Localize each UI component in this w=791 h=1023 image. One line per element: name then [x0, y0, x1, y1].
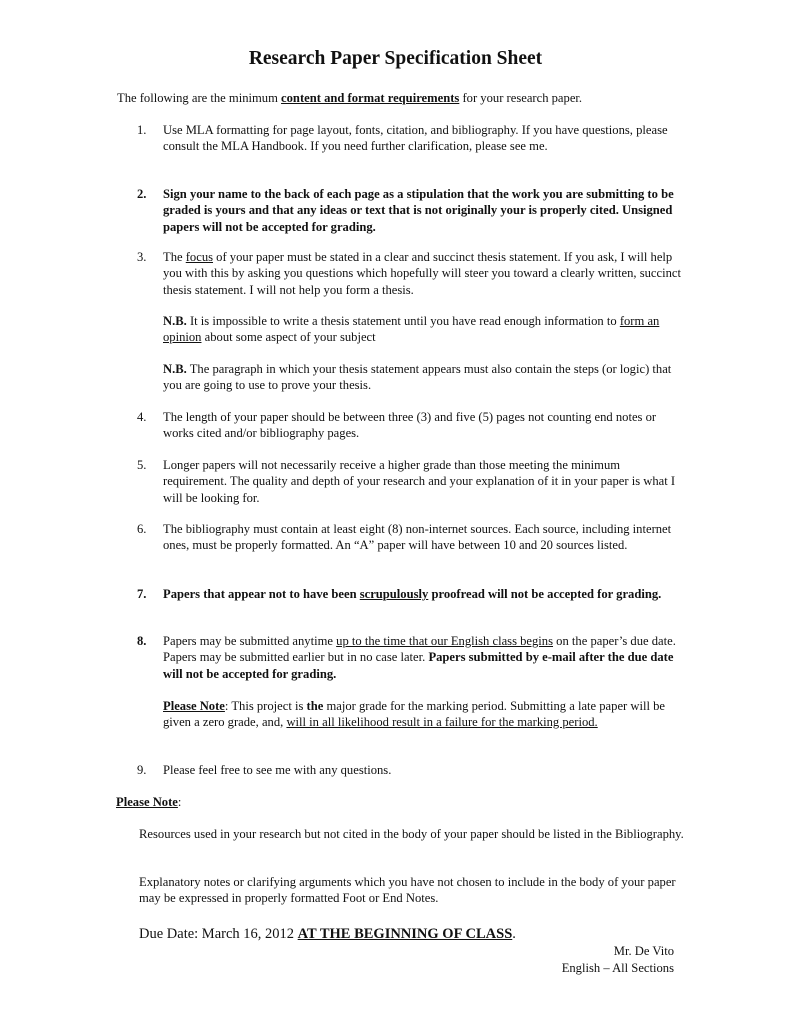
intro-after: for your research paper. — [459, 91, 583, 105]
item-4-number: 4. — [137, 410, 147, 424]
item-9-number: 9. — [137, 763, 147, 777]
item-7-post: proofread will not be accepted for grading. — [428, 587, 662, 601]
item-8-number: 8. — [137, 634, 147, 648]
intro-before: The following are the minimum — [117, 91, 282, 105]
item-8-pn-the: the — [306, 699, 324, 713]
course-name: English – All Sections — [561, 961, 674, 975]
item-5-number: 5. — [137, 458, 147, 472]
nb-1-post: about some aspect of your subject — [201, 330, 376, 345]
please-note-label: Please Note — [116, 795, 178, 809]
item-7-scrupulously: scrupulously — [359, 587, 429, 601]
item-3-text — [163, 249, 683, 298]
due-date-label: Due Date: March 16, 2012 — [139, 926, 298, 942]
due-date-line — [139, 925, 516, 943]
item-2-text: Sign your name to the back of each page as a stipulation that the work you are submitting to be graded is yours and that any ideas or text that is not originally your is properly cited. Unsigned papers will not be accepted for grading. — [163, 187, 674, 234]
nb-2-label: N.B. — [163, 362, 187, 376]
item-2-number: 2. — [137, 187, 147, 201]
item-8-pn-a: : This project is — [224, 699, 307, 713]
item-5-text: Longer papers will not necessarily receive a higher grade than those meeting the minimum requirement. The quality and depth of your research and your explanation of it in your paper is what I will be looking for. — [163, 458, 676, 505]
due-date-emphasis: AT THE BEGINNING OF CLASS — [297, 926, 513, 942]
resources-paragraph-1: Resources used in your research but not cited in the body of your paper should be listed in the Bibliography. — [139, 827, 684, 841]
item-9-text: Please feel free to see me with any questions. — [163, 763, 392, 777]
teacher-name: Mr. De Vito — [613, 944, 674, 958]
item-8-please-note — [163, 698, 683, 731]
item-6-text: The bibliography must contain at least eight (8) non-internet sources. Each source, including internet ones, must be properly formatted. An “A” paper will have between 10 and 20 sources listed. — [163, 522, 672, 553]
item-8-pn-link: will in all likelihood result in a failure for the marking period. — [286, 715, 598, 730]
item-8-bold: Papers submitted by e-mail after the due date will not be accepted for grading. — [163, 650, 674, 681]
item-3-post: of your paper must be stated in a clear and succinct thesis statement. If you ask, I will help you with this by asking you questions which hopefully will steer you toward a clearly written, succinct thesis statement. I will not help you form a thesis. — [163, 250, 681, 297]
item-6-number: 6. — [137, 522, 147, 536]
nb-1-label: N.B. — [163, 314, 187, 328]
item-8-please-note-label: Please Note — [163, 699, 225, 713]
item-8-text — [163, 633, 683, 682]
resources-paragraph-2: Explanatory notes or clarifying arguments which you have not chosen to include in the body of your paper may be expressed in properly formatted Foot or End Notes. — [139, 875, 676, 906]
item-3-focus: focus — [185, 250, 214, 264]
nb-2-text: The paragraph in which your thesis statement appears must also contain the steps (or logic) that you are going to use to prove your thesis. — [163, 362, 672, 393]
nb-1-pre: It is impossible to write a thesis statement until you have read enough information to — [186, 314, 620, 328]
item-8-pn-b: major grade for the marking period. Submitting a late paper will be given a zero grade, and, — [163, 699, 666, 730]
item-8-deadline: up to the time that our English class begins — [336, 634, 554, 648]
nb-note-1 — [163, 313, 683, 346]
item-7-text — [163, 586, 683, 602]
item-7-number: 7. — [137, 587, 147, 601]
item-3-pre: The — [163, 250, 186, 264]
please-note-heading — [116, 794, 181, 810]
nb-1-link: form an opinion — [163, 314, 660, 345]
item-8-pre: Papers may be submitted anytime — [163, 634, 337, 648]
intro-emphasis: content and format requirements — [281, 91, 460, 105]
item-3-number: 3. — [137, 250, 147, 264]
page-title: Research Paper Specification Sheet — [248, 48, 543, 69]
please-note-colon: : — [177, 795, 182, 809]
item-4-text: The length of your paper should be between three (3) and five (5) pages not counting end notes or works cited and/or bibliography pages. — [163, 410, 657, 441]
intro-paragraph — [117, 90, 582, 106]
item-7-pre: Papers that appear not to have been — [163, 587, 360, 601]
nb-note-2 — [163, 361, 683, 394]
item-8-mid: on the paper’s due date. Papers may be submitted earlier but in no case later. — [163, 634, 676, 665]
item-1-text: Use MLA formatting for page layout, fonts, citation, and bibliography. If you have questions, please consult the MLA Handbook. If you need further clarification, please see me. — [163, 123, 668, 154]
item-1-number: 1. — [137, 123, 147, 137]
due-date-end: . — [512, 926, 516, 942]
